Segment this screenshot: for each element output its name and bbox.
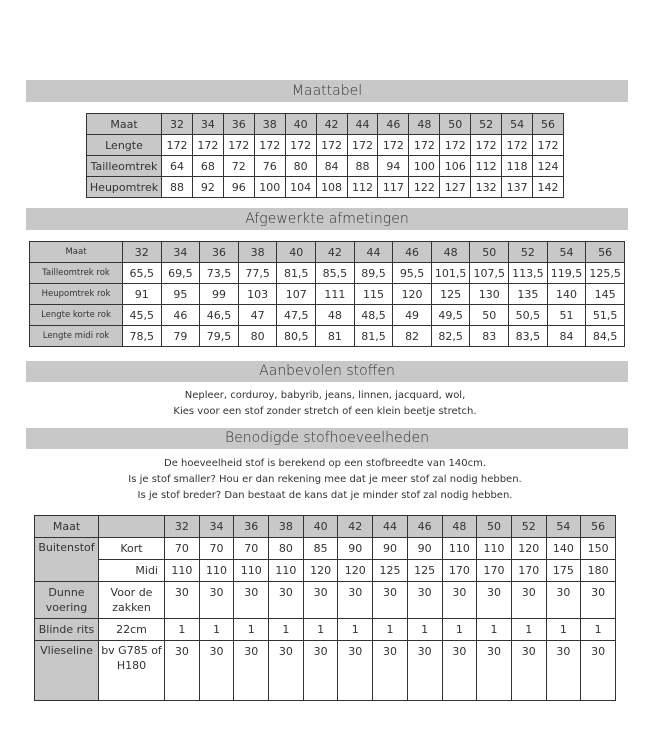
- table-row: [30, 326, 625, 347]
- size-cell: 46: [378, 114, 409, 135]
- value-cell: 70: [199, 538, 234, 560]
- row-label: Heupomtrek rok: [30, 284, 123, 305]
- value-cell: 90: [373, 538, 408, 560]
- value-cell: 81,5: [354, 326, 393, 347]
- value-cell: 122: [409, 177, 440, 198]
- value-cell: 172: [471, 135, 502, 156]
- value-cell: 70: [234, 538, 269, 560]
- value-cell: 30: [234, 582, 269, 619]
- value-cell: 47,5: [277, 305, 316, 326]
- size-cell: 36: [200, 242, 239, 263]
- value-cell: 50,5: [509, 305, 548, 326]
- row-label: Heupomtrek: [87, 177, 162, 198]
- value-cell: 85,5: [316, 263, 355, 284]
- value-cell: 125: [373, 560, 408, 582]
- value-cell: 30: [581, 641, 616, 701]
- value-cell: 95,5: [393, 263, 432, 284]
- value-cell: 107: [277, 284, 316, 305]
- row-label: Dunne voering: [35, 582, 99, 619]
- value-cell: 80: [285, 156, 316, 177]
- value-cell: 48: [316, 305, 355, 326]
- value-cell: 79,5: [200, 326, 239, 347]
- value-cell: 30: [581, 582, 616, 619]
- value-cell: 175: [546, 560, 581, 582]
- size-cell: 36: [223, 114, 254, 135]
- size-cell: 38: [238, 242, 277, 263]
- value-cell: 172: [254, 135, 285, 156]
- table-row: [30, 263, 625, 284]
- section-title-benodigd: Benodigde stofhoeveelheden: [26, 428, 628, 449]
- value-cell: 180: [581, 560, 616, 582]
- value-cell: 137: [502, 177, 533, 198]
- value-cell: 110: [269, 560, 304, 582]
- value-cell: 84: [316, 156, 347, 177]
- value-cell: 100: [409, 156, 440, 177]
- fabric-note-line-2: Is je stof smaller? Hou er dan rekening mee dat je meer stof zal nodig hebben.: [128, 474, 522, 485]
- value-cell: 95: [161, 284, 200, 305]
- value-cell: 127: [440, 177, 471, 198]
- value-cell: 172: [502, 135, 533, 156]
- value-cell: 1: [199, 619, 234, 641]
- value-cell: 70: [165, 538, 200, 560]
- row-sublabel: Midi: [99, 560, 165, 582]
- value-cell: 112: [471, 156, 502, 177]
- value-cell: 107,5: [470, 263, 509, 284]
- value-cell: 117: [378, 177, 409, 198]
- value-cell: 69,5: [161, 263, 200, 284]
- size-cell: 40: [277, 242, 316, 263]
- row-sublabel: Voor de zakken: [99, 582, 165, 619]
- header-label: Maat: [30, 242, 123, 263]
- value-cell: 120: [338, 560, 373, 582]
- value-cell: 172: [347, 135, 378, 156]
- value-cell: 1: [407, 619, 442, 641]
- value-cell: 30: [477, 641, 512, 701]
- value-cell: 30: [511, 641, 546, 701]
- value-cell: 83,5: [509, 326, 548, 347]
- value-cell: 110: [442, 538, 477, 560]
- row-label: Tailleomtrek: [87, 156, 162, 177]
- value-cell: 88: [162, 177, 193, 198]
- value-cell: 78,5: [123, 326, 162, 347]
- value-cell: 83: [470, 326, 509, 347]
- value-cell: 89,5: [354, 263, 393, 284]
- value-cell: 170: [477, 560, 512, 582]
- value-cell: 145: [586, 284, 625, 305]
- value-cell: 140: [546, 538, 581, 560]
- value-cell: 101,5: [431, 263, 470, 284]
- value-cell: 100: [254, 177, 285, 198]
- value-cell: 119,5: [547, 263, 586, 284]
- value-cell: 72: [223, 156, 254, 177]
- value-cell: 172: [162, 135, 193, 156]
- value-cell: 30: [407, 582, 442, 619]
- value-cell: 125: [431, 284, 470, 305]
- size-cell: 34: [199, 516, 234, 538]
- value-cell: 115: [354, 284, 393, 305]
- size-cell: 48: [442, 516, 477, 538]
- value-cell: 125: [407, 560, 442, 582]
- value-cell: 108: [316, 177, 347, 198]
- size-cell: 42: [316, 114, 347, 135]
- value-cell: 106: [440, 156, 471, 177]
- size-header-row: [87, 114, 564, 135]
- value-cell: 170: [511, 560, 546, 582]
- value-cell: 82: [393, 326, 432, 347]
- value-cell: 172: [285, 135, 316, 156]
- size-cell: 44: [347, 114, 378, 135]
- value-cell: 104: [285, 177, 316, 198]
- value-cell: 118: [502, 156, 533, 177]
- table-row: [30, 284, 625, 305]
- size-cell: 32: [165, 516, 200, 538]
- value-cell: 120: [393, 284, 432, 305]
- value-cell: 110: [477, 538, 512, 560]
- value-cell: 30: [477, 582, 512, 619]
- value-cell: 30: [199, 582, 234, 619]
- size-cell: 50: [440, 114, 471, 135]
- value-cell: 172: [440, 135, 471, 156]
- value-cell: 47: [238, 305, 277, 326]
- size-cell: 52: [511, 516, 546, 538]
- value-cell: 77,5: [238, 263, 277, 284]
- value-cell: 140: [547, 284, 586, 305]
- value-cell: 84,5: [586, 326, 625, 347]
- value-cell: 30: [373, 582, 408, 619]
- value-cell: 150: [581, 538, 616, 560]
- value-cell: 120: [511, 538, 546, 560]
- value-cell: 130: [470, 284, 509, 305]
- size-cell: 38: [254, 114, 285, 135]
- value-cell: 30: [269, 641, 304, 701]
- row-label: Blinde rits: [35, 619, 99, 641]
- value-cell: 1: [546, 619, 581, 641]
- size-cell: 40: [285, 114, 316, 135]
- value-cell: 172: [223, 135, 254, 156]
- value-cell: 1: [581, 619, 616, 641]
- size-cell: 52: [471, 114, 502, 135]
- size-cell: 46: [407, 516, 442, 538]
- value-cell: 51: [547, 305, 586, 326]
- value-cell: 51,5: [586, 305, 625, 326]
- value-cell: 30: [199, 641, 234, 701]
- size-cell: 54: [502, 114, 533, 135]
- value-cell: 46: [161, 305, 200, 326]
- size-cell: 34: [192, 114, 223, 135]
- value-cell: 1: [234, 619, 269, 641]
- header-label: Maat: [35, 516, 99, 538]
- value-cell: 80: [238, 326, 277, 347]
- value-cell: 30: [165, 641, 200, 701]
- section-title-maattabel: Maattabel: [26, 80, 628, 102]
- value-cell: 96: [223, 177, 254, 198]
- value-cell: 94: [378, 156, 409, 177]
- table-row: [87, 177, 564, 198]
- value-cell: 76: [254, 156, 285, 177]
- value-cell: 30: [303, 582, 338, 619]
- table-row: [87, 156, 564, 177]
- size-cell: 56: [533, 114, 564, 135]
- table-row: [35, 582, 616, 619]
- value-cell: 124: [533, 156, 564, 177]
- value-cell: 30: [234, 641, 269, 701]
- fabric-note-line-3: Is je stof breder? Dan bestaat de kans dat je minder stof zal nodig hebben.: [137, 490, 513, 501]
- row-label: Tailleomtrek rok: [30, 263, 123, 284]
- value-cell: 112: [347, 177, 378, 198]
- size-table: [86, 113, 564, 198]
- value-cell: 30: [165, 582, 200, 619]
- value-cell: 92: [192, 177, 223, 198]
- size-cell: 52: [509, 242, 548, 263]
- value-cell: 1: [477, 619, 512, 641]
- value-cell: 111: [316, 284, 355, 305]
- size-cell: 48: [409, 114, 440, 135]
- fabric-recommendation-line-1: Nepleer, corduroy, babyrib, jeans, linnen, jacquard, wol,: [184, 390, 466, 401]
- table-row: [35, 619, 616, 641]
- table-row: [87, 135, 564, 156]
- value-cell: 82,5: [431, 326, 470, 347]
- value-cell: 30: [511, 582, 546, 619]
- value-cell: 30: [546, 641, 581, 701]
- table-row: [30, 305, 625, 326]
- value-cell: 1: [442, 619, 477, 641]
- value-cell: 172: [192, 135, 223, 156]
- row-sublabel: bv G785 of H180: [99, 641, 165, 701]
- value-cell: 80: [269, 538, 304, 560]
- size-cell: 36: [234, 516, 269, 538]
- value-cell: 48,5: [354, 305, 393, 326]
- value-cell: 99: [200, 284, 239, 305]
- fabric-recommendation-line-2: Kies voor een stof zonder stretch of een klein beetje stretch.: [173, 406, 477, 417]
- header-blank: [99, 516, 165, 538]
- size-cell: 40: [303, 516, 338, 538]
- table-row: [35, 538, 616, 560]
- size-cell: 48: [431, 242, 470, 263]
- value-cell: 81,5: [277, 263, 316, 284]
- section-title-afgewerkt: Afgewerkte afmetingen: [26, 208, 628, 230]
- size-cell: 32: [162, 114, 193, 135]
- value-cell: 170: [442, 560, 477, 582]
- size-cell: 32: [123, 242, 162, 263]
- size-cell: 42: [338, 516, 373, 538]
- value-cell: 30: [269, 582, 304, 619]
- value-cell: 135: [509, 284, 548, 305]
- value-cell: 132: [471, 177, 502, 198]
- value-cell: 30: [442, 582, 477, 619]
- value-cell: 110: [234, 560, 269, 582]
- size-header-row: [35, 516, 616, 538]
- value-cell: 172: [316, 135, 347, 156]
- value-cell: 49: [393, 305, 432, 326]
- value-cell: 120: [303, 560, 338, 582]
- value-cell: 85: [303, 538, 338, 560]
- value-cell: 110: [199, 560, 234, 582]
- value-cell: 88: [347, 156, 378, 177]
- value-cell: 79: [161, 326, 200, 347]
- value-cell: 68: [192, 156, 223, 177]
- value-cell: 65,5: [123, 263, 162, 284]
- value-cell: 49,5: [431, 305, 470, 326]
- value-cell: 30: [407, 641, 442, 701]
- value-cell: 84: [547, 326, 586, 347]
- header-label: Maat: [87, 114, 162, 135]
- size-header-row: [30, 242, 625, 263]
- row-label: Lengte korte rok: [30, 305, 123, 326]
- value-cell: 46,5: [200, 305, 239, 326]
- value-cell: 172: [378, 135, 409, 156]
- value-cell: 30: [303, 641, 338, 701]
- value-cell: 90: [407, 538, 442, 560]
- value-cell: 103: [238, 284, 277, 305]
- size-cell: 56: [581, 516, 616, 538]
- size-cell: 56: [586, 242, 625, 263]
- finished-measurements-table: [29, 241, 625, 347]
- value-cell: 172: [409, 135, 440, 156]
- value-cell: 91: [123, 284, 162, 305]
- value-cell: 1: [165, 619, 200, 641]
- size-cell: 34: [161, 242, 200, 263]
- value-cell: 30: [338, 582, 373, 619]
- value-cell: 172: [533, 135, 564, 156]
- table-row: [35, 560, 616, 582]
- size-cell: 50: [477, 516, 512, 538]
- size-cell: 54: [547, 242, 586, 263]
- value-cell: 30: [338, 641, 373, 701]
- table-row: [35, 641, 616, 701]
- value-cell: 30: [546, 582, 581, 619]
- value-cell: 90: [338, 538, 373, 560]
- size-cell: 54: [546, 516, 581, 538]
- value-cell: 45,5: [123, 305, 162, 326]
- value-cell: 30: [373, 641, 408, 701]
- row-sublabel: Kort: [99, 538, 165, 560]
- value-cell: 110: [165, 560, 200, 582]
- value-cell: 1: [511, 619, 546, 641]
- value-cell: 73,5: [200, 263, 239, 284]
- size-cell: 44: [354, 242, 393, 263]
- size-cell: 46: [393, 242, 432, 263]
- row-sublabel: 22cm: [99, 619, 165, 641]
- fabric-requirements-table: [34, 515, 616, 701]
- value-cell: 30: [442, 641, 477, 701]
- value-cell: 125,5: [586, 263, 625, 284]
- value-cell: 50: [470, 305, 509, 326]
- value-cell: 64: [162, 156, 193, 177]
- value-cell: 1: [338, 619, 373, 641]
- value-cell: 1: [269, 619, 304, 641]
- row-label: Lengte: [87, 135, 162, 156]
- value-cell: 81: [316, 326, 355, 347]
- value-cell: 113,5: [509, 263, 548, 284]
- row-label: Buitenstof: [35, 538, 99, 582]
- value-cell: 142: [533, 177, 564, 198]
- size-cell: 44: [373, 516, 408, 538]
- row-label: Lengte midi rok: [30, 326, 123, 347]
- value-cell: 1: [303, 619, 338, 641]
- section-title-stoffen: Aanbevolen stoffen: [26, 361, 628, 382]
- size-cell: 42: [316, 242, 355, 263]
- row-label: Vlieseline: [35, 641, 99, 701]
- size-cell: 38: [269, 516, 304, 538]
- size-cell: 50: [470, 242, 509, 263]
- value-cell: 1: [373, 619, 408, 641]
- fabric-note-line-1: De hoeveelheid stof is berekend op een stofbreedte van 140cm.: [164, 458, 486, 469]
- value-cell: 80,5: [277, 326, 316, 347]
